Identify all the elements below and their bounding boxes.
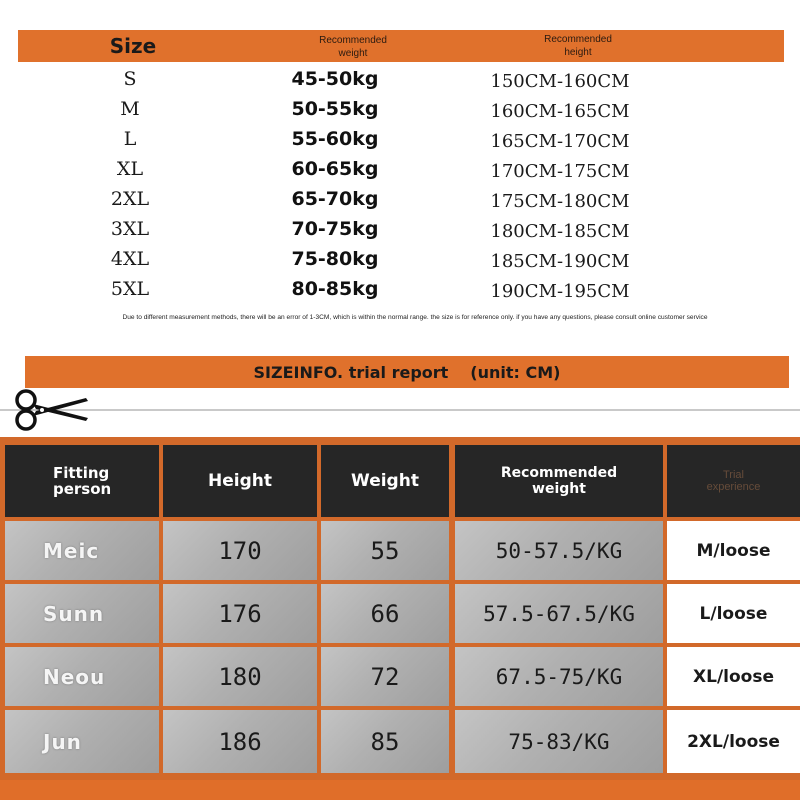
- size-row: [0, 98, 800, 128]
- height-value: 186: [218, 727, 262, 756]
- header-line: Recommended: [319, 35, 387, 46]
- height-column-header: Height: [163, 445, 317, 517]
- recommended-height-column-header: [508, 33, 648, 59]
- weight-cell: 55-60kg: [291, 128, 379, 150]
- weight-cell: 80-85kg: [291, 278, 379, 300]
- recommended-weight-cell: [455, 647, 663, 706]
- weight-cell: 50-55kg: [291, 98, 379, 120]
- header-line: person: [53, 480, 112, 498]
- header-line: Trial: [723, 469, 744, 481]
- height-cell: 185CM-190CM: [490, 251, 630, 272]
- height-value: 180: [218, 662, 262, 691]
- trial-experience-cell: XL/loose: [667, 647, 800, 706]
- banner-unit: (unit: CM): [470, 362, 561, 382]
- size-row: [0, 158, 800, 188]
- measurement-note: Due to different measurement methods, there will be an error of 1-3CM, which is within the normal range. the size is for reference only. if you have any questions, please consult online customer service: [122, 314, 708, 321]
- height-value: 170: [218, 536, 262, 565]
- trial-report-table: [0, 437, 800, 800]
- header-line: Recommended: [544, 34, 612, 45]
- size-cell: M: [120, 98, 140, 120]
- trial-experience-column-header: [667, 445, 800, 517]
- height-cell: 160CM-165CM: [490, 101, 630, 122]
- height-cell: [163, 647, 317, 706]
- height-cell: [163, 521, 317, 580]
- recommended-weight-column-header: [288, 34, 418, 60]
- size-cell: 3XL: [110, 218, 150, 240]
- fitting-person-name: Meic: [43, 538, 100, 563]
- recommended-weight-value: 75-83/KG: [508, 729, 610, 754]
- recommended-weight-cell: [455, 710, 663, 773]
- size-column-header: Size: [109, 34, 157, 58]
- size-cell: S: [123, 68, 137, 90]
- weight-cell: 45-50kg: [291, 68, 379, 90]
- height-value: 176: [218, 599, 262, 628]
- recommended-weight-column-header: [455, 445, 663, 517]
- scissors-icon: [12, 388, 90, 432]
- weight-value: 72: [370, 662, 400, 691]
- weight-value: 55: [370, 536, 400, 565]
- recommended-weight-value: 50-57.5/KG: [495, 538, 623, 563]
- trial-experience-cell: 2XL/loose: [667, 710, 800, 773]
- height-cell: 165CM-170CM: [490, 131, 630, 152]
- header-line: height: [564, 47, 592, 58]
- size-row: [0, 68, 800, 98]
- recommended-weight-cell: [455, 584, 663, 643]
- weight-cell: 65-70kg: [291, 188, 379, 210]
- size-row: [0, 218, 800, 248]
- weight-cell: [321, 647, 449, 706]
- fitting-person-name: Jun: [43, 729, 82, 754]
- table-row-person: [5, 710, 159, 773]
- size-table-header: [18, 30, 784, 62]
- header-line: weight: [338, 48, 368, 59]
- table-row-person: [5, 521, 159, 580]
- size-cell: XL: [116, 158, 144, 180]
- size-cell: 4XL: [110, 248, 150, 270]
- fitting-person-name: Sunn: [43, 601, 105, 626]
- recommended-weight-value: 67.5-75/KG: [495, 664, 623, 689]
- size-cell: 5XL: [110, 278, 150, 300]
- bottom-accent-strip: [0, 780, 800, 800]
- height-cell: 175CM-180CM: [490, 191, 630, 212]
- header-line: experience: [706, 481, 761, 493]
- height-cell: [163, 584, 317, 643]
- trial-experience-cell: M/loose: [667, 521, 800, 580]
- size-row: [0, 278, 800, 308]
- cut-line-divider: [0, 409, 800, 411]
- size-row: [0, 128, 800, 158]
- banner-title: SIZEINFO. trial report: [253, 362, 449, 382]
- table-row-person: [5, 584, 159, 643]
- fitting-person-column-header: [5, 445, 159, 517]
- trial-report-banner: [25, 356, 789, 388]
- header-line: Fitting: [53, 464, 110, 482]
- size-cell: L: [123, 128, 137, 150]
- size-cell: 2XL: [110, 188, 150, 210]
- table-row-person: [5, 647, 159, 706]
- size-row: [0, 188, 800, 218]
- weight-cell: 75-80kg: [291, 248, 379, 270]
- weight-column-header: Weight: [321, 445, 449, 517]
- height-cell: 170CM-175CM: [490, 161, 630, 182]
- header-line: weight: [532, 481, 586, 497]
- weight-cell: 60-65kg: [291, 158, 379, 180]
- header-line: Recommended: [500, 465, 618, 481]
- recommended-weight-value: 57.5-67.5/KG: [483, 601, 635, 626]
- trial-experience-header-text: [667, 445, 800, 517]
- weight-value: 85: [370, 727, 400, 756]
- weight-cell: 70-75kg: [291, 218, 379, 240]
- fitting-person-name: Neou: [43, 664, 106, 689]
- weight-cell: [321, 710, 449, 773]
- weight-cell: [321, 521, 449, 580]
- recommended-weight-cell: [455, 521, 663, 580]
- trial-experience-cell: L/loose: [667, 584, 800, 643]
- height-cell: 180CM-185CM: [490, 221, 630, 242]
- height-cell: 190CM-195CM: [490, 281, 630, 302]
- height-cell: [163, 710, 317, 773]
- size-row: [0, 248, 800, 278]
- height-cell: 150CM-160CM: [490, 71, 630, 92]
- weight-cell: [321, 584, 449, 643]
- weight-value: 66: [370, 599, 400, 628]
